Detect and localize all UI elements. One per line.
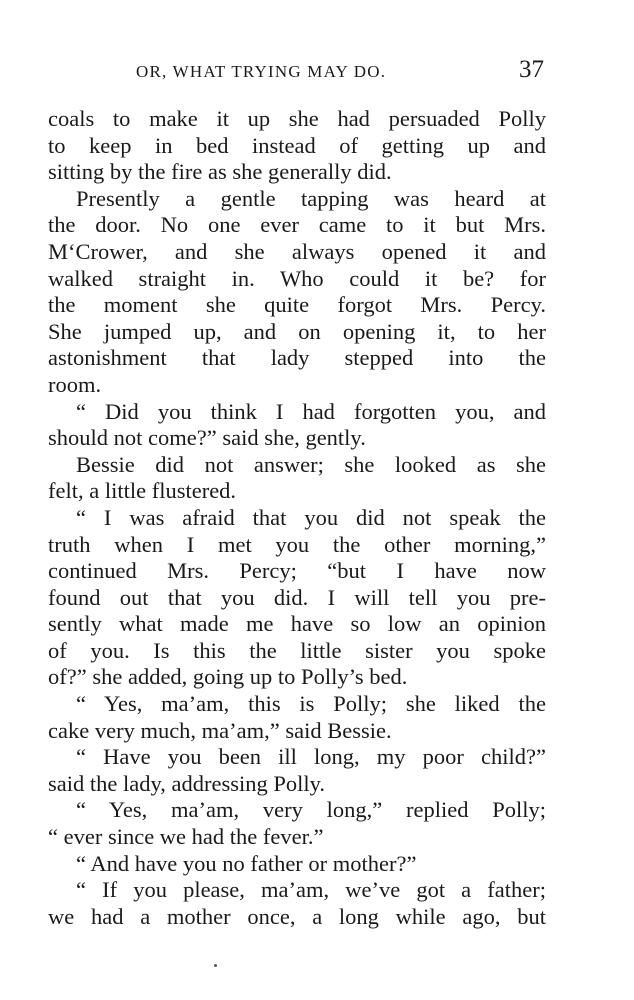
text-line: sently what made me have so low an opinion xyxy=(48,611,546,637)
text-line: truth when I met you the other morning,” xyxy=(48,531,546,557)
text-line: Bessie did not answer; she looked as she xyxy=(76,451,546,477)
text-line: “ If you please, ma’am, we’ve got a father; xyxy=(76,877,546,903)
text-line: “ I was afraid that you did not speak the xyxy=(76,504,546,530)
text-line: found out that you did. I will tell you pre- xyxy=(48,584,546,610)
running-title: OR, WHAT TRYING MAY DO. xyxy=(136,62,387,81)
running-head xyxy=(48,56,546,90)
text-line: continued Mrs. Percy; “but I have now xyxy=(48,558,546,584)
text-line: said the lady, addressing Polly. xyxy=(48,770,326,796)
text-line: “ Have you been ill long, my poor child?” xyxy=(76,744,546,770)
text-line: to keep in bed instead of getting up and xyxy=(48,132,546,158)
text-line: “ Yes, ma’am, very long,” replied Polly; xyxy=(76,797,546,823)
text-line: M‘Crower, and she always opened it and xyxy=(48,238,546,264)
text-line: “ Yes, ma’am, this is Polly; she liked the xyxy=(76,691,546,717)
text-line: “ ever since we had the fever.” xyxy=(48,824,324,850)
text-line: She jumped up, and on opening it, to her xyxy=(48,318,546,344)
text-line: sitting by the fire as she generally did. xyxy=(48,159,392,185)
text-line: we had a mother once, a long while ago, but xyxy=(48,903,546,929)
text-line: “ Did you think I had forgotten you, and xyxy=(76,398,546,424)
text-line: the moment she quite forgot Mrs. Percy. xyxy=(48,292,546,318)
text-line: coals to make it up she had persuaded Polly xyxy=(48,106,546,131)
print-speck xyxy=(214,964,217,967)
body-text xyxy=(48,106,546,930)
text-line: cake very much, ma’am,” said Bessie. xyxy=(48,717,392,743)
page-number: 37 xyxy=(519,56,544,83)
text-line: room. xyxy=(48,371,102,397)
text-line: should not come?” said she, gently. xyxy=(48,425,366,451)
text-line: of?” she added, going up to Polly’s bed. xyxy=(48,664,408,690)
text-line: astonishment that lady stepped into the xyxy=(48,345,546,371)
text-line: the door. No one ever came to it but Mrs. xyxy=(48,212,546,238)
text-line: “ And have you no father or mother?” xyxy=(76,850,417,876)
text-line: Presently a gentle tapping was heard at xyxy=(76,185,546,211)
text-line: felt, a little flustered. xyxy=(48,478,237,504)
text-line: walked straight in. Who could it be? for xyxy=(48,265,546,291)
text-line: of you. Is this the little sister you spoke xyxy=(48,637,546,663)
